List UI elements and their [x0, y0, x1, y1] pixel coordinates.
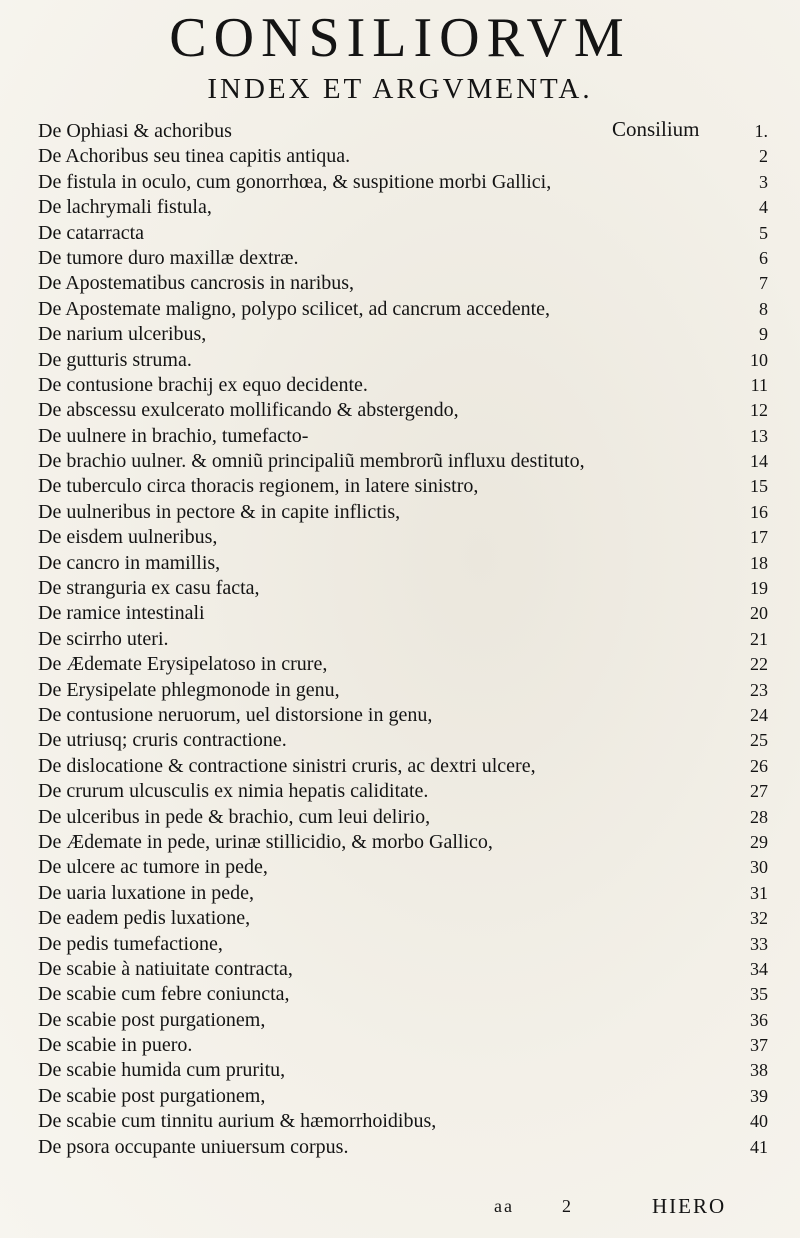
index-entry: [38, 1135, 768, 1160]
entry-title: De tuberculo circa thoracis regionem, in latere sinistro,: [38, 475, 479, 498]
index-entry: [38, 170, 768, 195]
entry-title: De eisdem uulneribus,: [38, 526, 218, 549]
entry-number: 36: [750, 1009, 768, 1030]
entry-title: De tumore duro maxillæ dextræ.: [38, 246, 299, 269]
entry-number: 2: [759, 146, 768, 167]
entry-title: De Ophiasi & achoribus: [38, 120, 232, 142]
index-entry: [38, 449, 768, 474]
entry-number: 23: [750, 679, 768, 700]
index-entry: [38, 373, 768, 398]
index-list: [38, 119, 768, 1160]
entry-title: De eadem pedis luxatione,: [38, 907, 251, 930]
entry-number: 32: [750, 908, 768, 929]
entry-number: 6: [759, 247, 768, 268]
index-entry: [38, 982, 768, 1007]
entry-title: De Ædemate in pede, urinæ stillicidio, & morbo Gallico,: [38, 830, 493, 853]
entry-title: De dislocatione & contractione sinistri cruris, ac dextri ulcere,: [38, 754, 536, 777]
entry-number: 41: [750, 1136, 768, 1157]
entry-title: De uulneribus in pectore & in capite inflictis,: [38, 500, 401, 523]
index-entry: [38, 119, 768, 144]
index-entry: [38, 551, 768, 576]
entry-title: De gutturis struma.: [38, 348, 192, 371]
index-entry: [38, 1109, 768, 1134]
index-entry: [38, 1084, 768, 1109]
index-entry: [38, 957, 768, 982]
index-entry: [38, 144, 768, 169]
index-entry: [38, 1008, 768, 1033]
index-entry: [38, 779, 768, 804]
entry-title: De abscessu exulcerato mollificando & abstergendo,: [38, 399, 459, 422]
entry-title: De stranguria ex casu facta,: [38, 577, 260, 600]
index-entry: [38, 932, 768, 957]
entry-title: De brachio uulner. & omniũ principaliũ membrorũ influxu destituto,: [38, 450, 585, 473]
signature-mark: aa: [494, 1196, 514, 1216]
entry-number: 24: [750, 704, 768, 725]
entry-number: 39: [750, 1085, 768, 1106]
entry-number: 1.: [754, 121, 768, 141]
index-entry: [38, 805, 768, 830]
entry-number: 26: [750, 755, 768, 776]
index-entry: [38, 906, 768, 931]
entry-number: 14: [750, 451, 768, 472]
entry-title: De scabie cum tinnitu aurium & hæmorrhoidibus,: [38, 1110, 437, 1133]
entry-title: De Ædemate Erysipelatoso in crure,: [38, 653, 328, 676]
entry-number: 28: [750, 806, 768, 827]
index-entry: [38, 601, 768, 626]
index-entry: [38, 474, 768, 499]
entry-title: De ramice intestinali: [38, 602, 205, 625]
entry-title: De Erysipelate phlegmonode in genu,: [38, 678, 340, 701]
entry-title: De fistula in oculo, cum gonorrhœa, & suspitione morbi Gallici,: [38, 170, 552, 193]
entry-title: De psora occupante uniuersum corpus.: [38, 1135, 349, 1158]
index-entry: [38, 1033, 768, 1058]
entry-number: 34: [750, 958, 768, 979]
entry-number: 20: [750, 603, 768, 624]
index-entry: [38, 221, 768, 246]
entry-number: 4: [759, 197, 768, 218]
entry-title: De contusione brachij ex equo decidente.: [38, 373, 368, 396]
index-entry: [38, 424, 768, 449]
entry-title: De Apostematibus cancrosis in naribus,: [38, 272, 355, 295]
entry-number: 40: [750, 1111, 768, 1132]
entry-title: De scabie post purgationem,: [38, 1084, 266, 1107]
index-entry: [38, 678, 768, 703]
entry-number: 9: [759, 324, 768, 345]
entry-title: De narium ulceribus,: [38, 323, 207, 346]
index-entry: [38, 627, 768, 652]
entry-title: De Apostemate maligno, polypo scilicet, ad cancrum accedente,: [38, 297, 551, 320]
entry-title: De pedis tumefactione,: [38, 932, 223, 955]
entry-title: De scabie cum febre coniuncta,: [38, 983, 290, 1006]
entry-number: 10: [750, 349, 768, 370]
entry-title: De crurum ulcusculis ex nimia hepatis caliditate.: [38, 780, 429, 803]
entry-title: De lachrymali fistula,: [38, 196, 212, 219]
index-entry: [38, 195, 768, 220]
catchword: HIERO: [652, 1194, 727, 1218]
entry-number: 11: [750, 374, 768, 395]
entry-number: 27: [750, 781, 768, 802]
entry-number: 19: [750, 578, 768, 599]
index-entry: [38, 830, 768, 855]
index-entry: [38, 881, 768, 906]
index-entry: [38, 525, 768, 550]
entry-number: 22: [750, 654, 768, 675]
entry-number: 35: [750, 984, 768, 1005]
entry-number: 15: [750, 476, 768, 497]
index-entry: [38, 322, 768, 347]
page-subtitle: INDEX ET ARGVMENTA.: [207, 73, 593, 105]
index-entry: [38, 348, 768, 373]
index-entry: [38, 246, 768, 271]
index-entry: [38, 500, 768, 525]
signature-number: 2: [562, 1196, 571, 1216]
index-entry: [38, 754, 768, 779]
entry-number: 31: [750, 882, 768, 903]
entry-number: 30: [750, 857, 768, 878]
entry-number: 8: [759, 298, 768, 319]
entry-number: 5: [759, 222, 768, 243]
entry-title: De ulceribus in pede & brachio, cum leui delirio,: [38, 805, 431, 828]
entry-number: 25: [750, 730, 768, 751]
entry-number: 16: [750, 501, 768, 522]
entry-title: De catarracta: [38, 221, 145, 244]
page-title: CONSILIORVM: [169, 7, 631, 69]
entry-number: 21: [750, 628, 768, 649]
entry-number: 13: [750, 425, 768, 446]
index-entry: [38, 703, 768, 728]
entry-title: De utriusq; cruris contractione.: [38, 729, 287, 752]
index-entry: [38, 398, 768, 423]
entry-number: 3: [759, 171, 768, 192]
entry-title: De Achoribus seu tinea capitis antiqua.: [38, 145, 351, 168]
entry-number: 37: [750, 1035, 768, 1056]
entry-title: De ulcere ac tumore in pede,: [38, 856, 268, 879]
index-entry: [38, 576, 768, 601]
entry-number: 18: [750, 552, 768, 573]
index-entry: [38, 297, 768, 322]
entry-title: De contusione neruorum, uel distorsione in genu,: [38, 703, 433, 726]
entry-number: 12: [750, 400, 768, 421]
entry-title: De cancro in mamillis,: [38, 551, 221, 574]
entry-number: 7: [759, 273, 768, 294]
entry-number: 38: [750, 1060, 768, 1081]
entry-title: De uulnere in brachio, tumefacto-: [38, 424, 309, 447]
entry-number: 17: [750, 527, 768, 548]
index-entry: [38, 728, 768, 753]
entry-title: De scabie humida cum pruritu,: [38, 1059, 286, 1082]
entry-title: De scabie à natiuitate contracta,: [38, 957, 293, 980]
entry-number: 33: [750, 933, 768, 954]
column-header: Consilium: [612, 117, 700, 141]
entry-number: 29: [750, 831, 768, 852]
index-entry: [38, 855, 768, 880]
entry-title: De scabie in puero.: [38, 1034, 193, 1057]
entry-title: De uaria luxatione in pede,: [38, 881, 255, 904]
index-entry: [38, 652, 768, 677]
index-entry: [38, 1058, 768, 1083]
entry-title: De scirrho uteri.: [38, 627, 169, 650]
index-entry: [38, 271, 768, 296]
entry-title: De scabie post purgationem,: [38, 1008, 266, 1031]
